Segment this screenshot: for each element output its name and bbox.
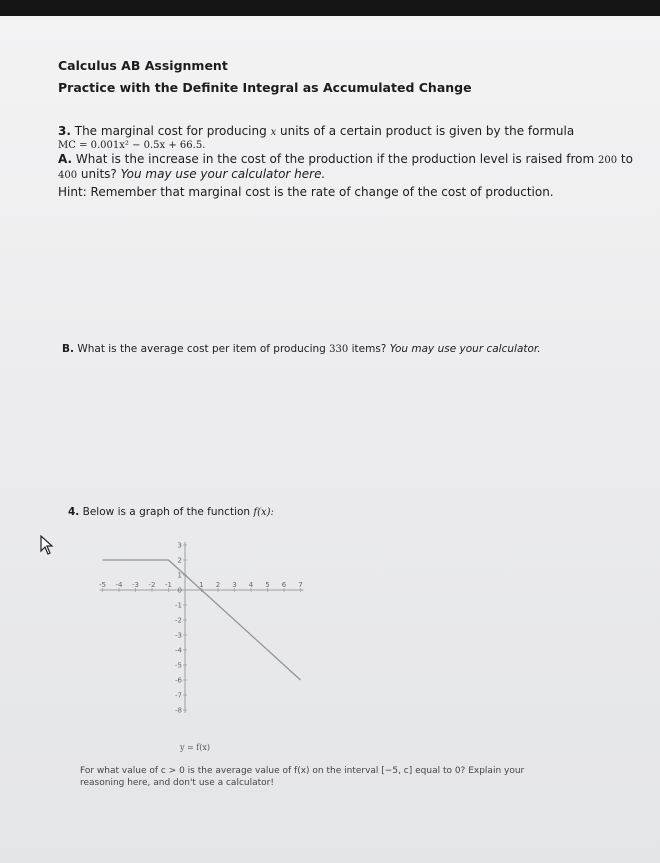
- function-curve: [103, 560, 301, 680]
- x-tick-label: -5: [99, 581, 106, 589]
- y-tick-label: 0: [177, 586, 182, 595]
- q3-hint: Hint: Remember that marginal cost is the rate of change of the cost of production.: [58, 185, 554, 199]
- q4-number: 4.: [68, 506, 80, 518]
- q4-question-line1: For what value of c > 0 is the average value of f(x) on the interval [−5, c] equal to 0? Explain your: [80, 766, 525, 776]
- q3-part-b-text-end: items?: [351, 343, 387, 355]
- y-tick-label: -5: [175, 661, 182, 670]
- x-tick-label: 2: [215, 581, 221, 589]
- q3-part-b: [62, 342, 541, 357]
- q3-part-a-from: 200: [597, 155, 618, 166]
- y-tick-label: -7: [175, 691, 182, 700]
- function-graph: [85, 535, 315, 725]
- x-tick-label: -3: [132, 581, 139, 589]
- x-tick-label: 7: [298, 581, 303, 589]
- q3-part-b-text: What is the average cost per item of producing: [77, 343, 326, 355]
- q4-question: [80, 765, 524, 789]
- y-tick-label: -4: [175, 646, 182, 655]
- q3-number: 3.: [58, 124, 71, 138]
- q3-intro-text: The marginal cost for producing: [74, 124, 267, 138]
- graph-ticks: [99, 542, 303, 715]
- y-tick-label: -2: [175, 616, 182, 625]
- y-tick-label: -3: [175, 631, 182, 640]
- monitor-bezel: [0, 0, 660, 16]
- x-tick-label: 4: [248, 581, 254, 589]
- q3-part-b-calc-note: You may use your calculator.: [389, 343, 541, 355]
- q4-question-line2: reasoning here, and don't use a calculator!: [80, 778, 274, 788]
- graph-caption: y = f(x): [180, 743, 211, 752]
- x-tick-label: 5: [265, 581, 270, 589]
- q3-part-a-units: units?: [80, 167, 117, 181]
- q3-var-x: x: [270, 127, 277, 138]
- y-tick-label: -1: [175, 601, 182, 610]
- q3-part-a-label: A.: [58, 152, 73, 166]
- q3-formula: MC = 0.001x² − 0.5x + 66.5.: [58, 140, 206, 151]
- x-tick-label: 3: [232, 581, 237, 589]
- graph-axes: [100, 542, 304, 713]
- assignment-title: Calculus AB Assignment: [58, 58, 228, 73]
- q3-part-b-items: 330: [329, 344, 349, 355]
- q3-part-b-label: B.: [62, 343, 74, 355]
- x-tick-label: -4: [115, 581, 123, 589]
- q3-part-a-calc-note: You may use your calculator here.: [120, 167, 326, 181]
- x-tick-label: -2: [148, 581, 156, 589]
- q3-part-a-text: What is the increase in the cost of the production if the production level is raised from: [75, 152, 595, 166]
- mouse-cursor-icon: [40, 535, 54, 555]
- x-tick-label: 1: [199, 581, 204, 589]
- q4-intro: [68, 505, 274, 520]
- q3-part-a-to: 400: [58, 170, 78, 181]
- x-tick-label: 6: [281, 581, 287, 589]
- assignment-subtitle: Practice with the Definite Integral as Accumulated Change: [58, 80, 472, 95]
- q4-text: Below is a graph of the function: [82, 506, 251, 518]
- q4-fn: f(x):: [253, 507, 274, 518]
- graph-curve: [103, 560, 301, 680]
- q3-intro-end: units of a certain product is given by the formula: [280, 124, 575, 138]
- y-tick-label: 2: [177, 556, 182, 565]
- q3-part-a-to-word: to: [620, 152, 633, 166]
- q3-part-a-line2: [58, 167, 325, 183]
- y-tick-label: 3: [177, 541, 182, 550]
- y-tick-label: -6: [175, 676, 182, 685]
- y-tick-label: -8: [175, 706, 182, 715]
- y-tick-label: 1: [177, 571, 182, 580]
- q3-part-a-line1: [58, 152, 633, 168]
- x-tick-label: -1: [165, 581, 172, 589]
